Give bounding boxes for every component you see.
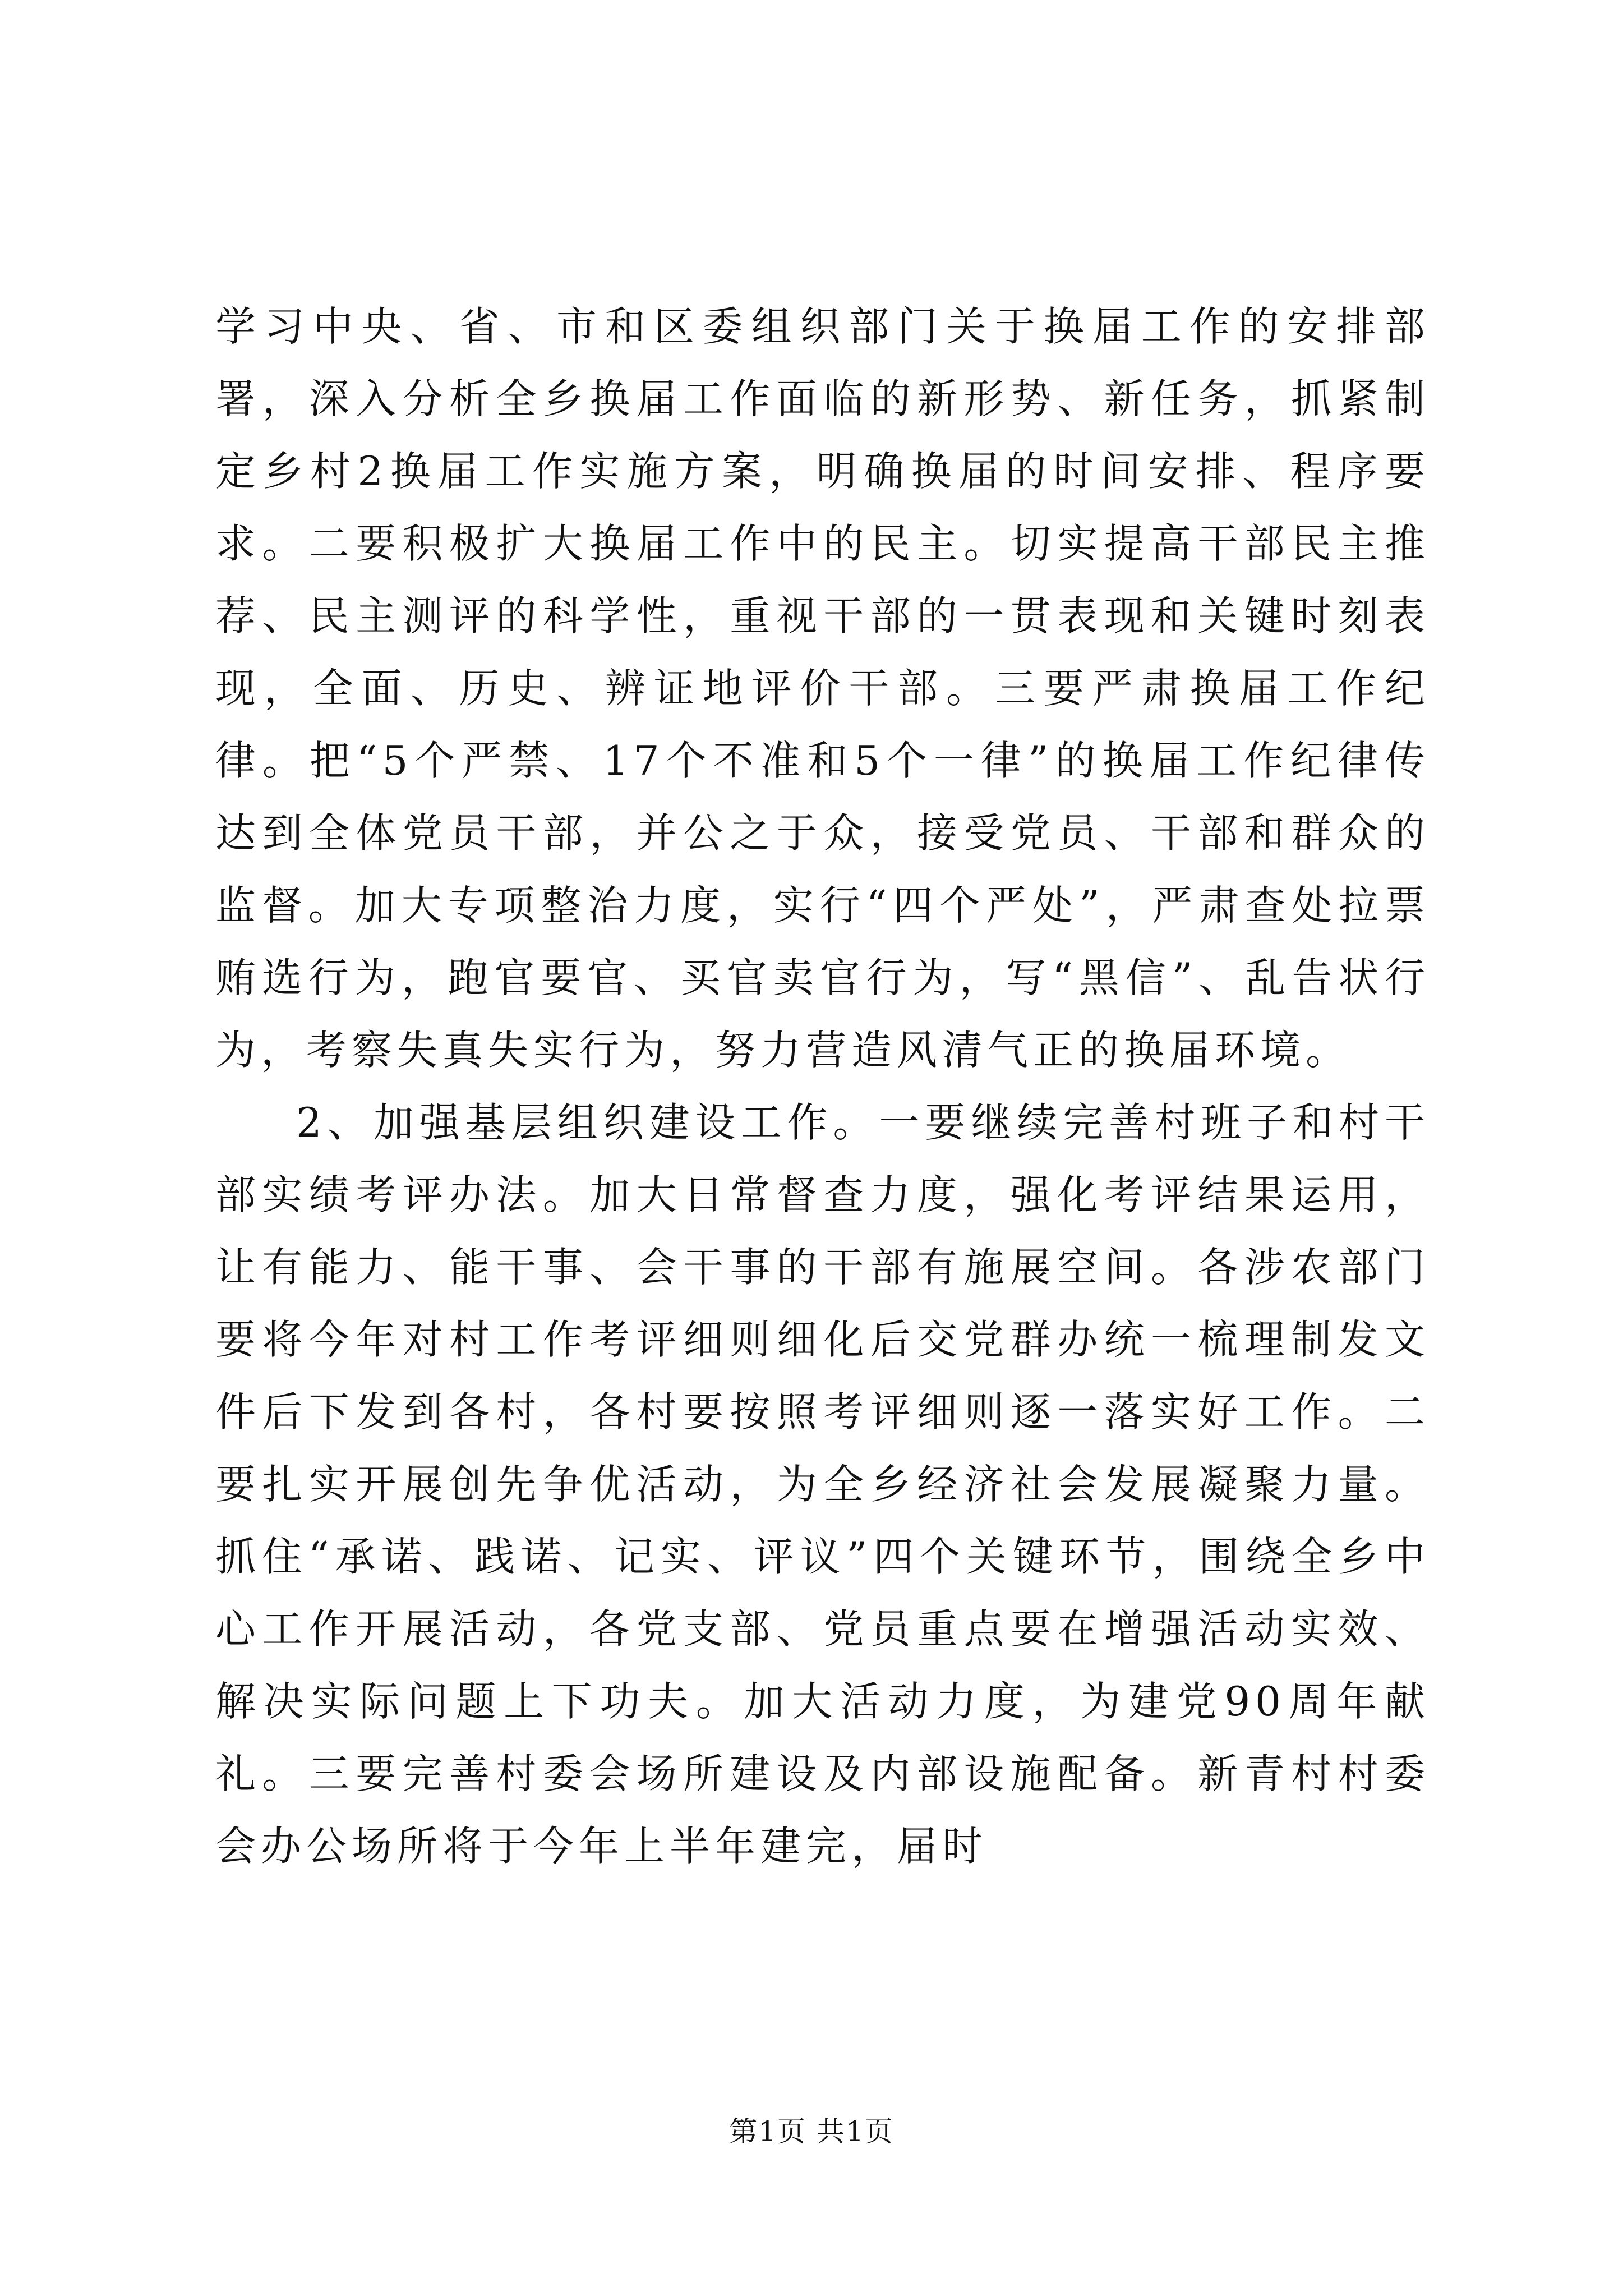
document-body bbox=[215, 291, 1430, 1883]
paragraph-2: 2、加强基层组织建设工作。一要继续完善村班子和村干部实绩考评办法。加大日常督查力度，强化考评结果运用，让有能力、能干事、会干事的干部有施展空间。各涉农部门要将今年对村工作考评细则细化后交党群办统一梳理制发文件后下发到各村，各村要按照考评细则逐一落实好工作。二要扎实开展创先争优活动，为全乡经济社会发展凝聚力量。抓住“承诺、践诺、记实、评议”四个关键环节，围绕全乡中心工作开展活动，各党支部、党员重点要在增强活动实效、解决实际问题上下功夫。加大活动力度，为建党90周年献礼。三要完善村委会场所建设及内部设施配备。新青村村委会办公场所将于今年上半年建完，届时 bbox=[215, 1099, 1430, 1870]
paragraph-1: 学习中央、省、市和区委组织部门关于换届工作的安排部署，深入分析全乡换届工作面临的新形势、新任务，抓紧制定乡村2换届工作实施方案，明确换届的时间安排、程序要求。二要积极扩大换届工作中的民主。切实提高干部民主推荐、民主测评的科学性，重视干部的一贯表现和关键时刻表现，全面、历史、辨证地评价干部。三要严肃换届工作纪律。把“5个严禁、17个不准和5个一律”的换届工作纪律传达到全体党员干部，并公之于众，接受党员、干部和群众的监督。加大专项整治力度，实行“四个严处”，严肃查处拉票贿选行为，跑官要官、买官卖官行为，写“黑信”、乱告状行为，考察失真失实行为，努力营造风清气正的换届环境。 bbox=[215, 303, 1430, 1074]
page-footer: 第1页 共1页 bbox=[729, 2115, 894, 2148]
